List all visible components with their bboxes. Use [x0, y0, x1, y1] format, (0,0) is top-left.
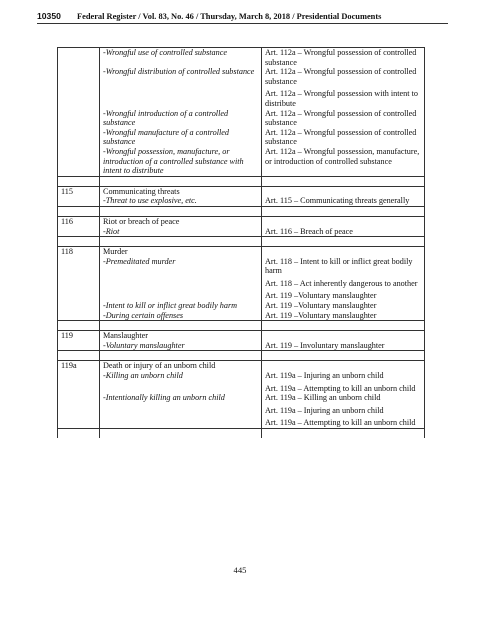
lesser-offense-label: Art. 112a – Wrongful possession, manufacture, or introduction of controlled substance: [265, 146, 420, 166]
table-row: [58, 301, 425, 311]
table-row: [58, 371, 425, 393]
spacer-cell: [58, 321, 100, 331]
lesser-offense-cell: [262, 247, 425, 257]
offense-label: -Voluntary manslaughter: [103, 340, 185, 350]
offense-label: -During certain offenses: [103, 310, 184, 320]
offense-cell: [100, 257, 262, 301]
spacer-cell: [262, 176, 425, 186]
table-row: [58, 331, 425, 341]
header-text: Federal Register / Vol. 83, No. 46 / Thursday, March 8, 2018 / Presidential Documents: [77, 12, 382, 21]
offense-cell: [100, 196, 262, 206]
article-number-cell: [58, 393, 100, 428]
table-row: [58, 393, 425, 428]
lesser-offense-label: Art. 112a – Wrongful possession with intent to distribute: [265, 89, 418, 108]
spacer-cell: [262, 429, 425, 439]
article-number-cell: [58, 48, 100, 68]
table-row: [58, 67, 425, 108]
article-number-cell: 115: [58, 186, 100, 196]
lesser-offense-cell: [262, 227, 425, 237]
article-number-cell: [58, 196, 100, 206]
lesser-offense-cell: [262, 341, 425, 351]
offense-cell: [100, 371, 262, 393]
spacer-cell: [262, 351, 425, 361]
offense-label: -Wrongful use of controlled substance: [103, 48, 228, 57]
lesser-offense-cell: [262, 257, 425, 301]
offense-cell: Death or injury of an unborn child: [100, 361, 262, 371]
offense-label: -Wrongful manufacture of a controlled substance: [103, 127, 229, 147]
offense-label: -Intent to kill or inflict great bodily harm: [103, 301, 238, 311]
lesser-offense-label: Art. 118 – Intent to kill or inflict great bodily harm: [265, 256, 413, 276]
lesser-offense-label: Art. 119 –Voluntary manslaughter: [265, 310, 377, 320]
table-row: [58, 186, 425, 196]
lesser-offense-label: Art. 112a – Wrongful possession of controlled substance: [265, 108, 417, 128]
spacer-cell: [100, 206, 262, 216]
table-row: [58, 247, 425, 257]
page-footer-number: 445: [233, 565, 247, 575]
offenses-table-body: [58, 48, 425, 439]
lesser-offense-cell: [262, 331, 425, 341]
lesser-offense-cell: [262, 361, 425, 371]
lesser-offense-label: Art. 112a – Wrongful possession of controlled substance: [265, 67, 417, 86]
article-number-cell: [58, 227, 100, 237]
lesser-offense-label: Art. 119a – Attempting to kill an unborn child: [265, 418, 416, 428]
article-number-cell: [58, 301, 100, 311]
spacer-cell: [58, 237, 100, 247]
page-header: [37, 9, 448, 24]
lesser-offense-cell: [262, 216, 425, 226]
offense-label: -Killing an unborn child: [103, 371, 183, 381]
lesser-offense-cell: [262, 371, 425, 393]
lesser-offense-cell: [262, 109, 425, 128]
spacer-cell: [100, 321, 262, 331]
lesser-offense-label: Art. 112a – Wrongful possession of controlled substance: [265, 48, 417, 67]
table-spacer-row: [58, 176, 425, 186]
table-row: [58, 48, 425, 68]
lesser-offense-label: Art. 119 –Voluntary manslaughter: [265, 301, 377, 311]
table-spacer-row: [58, 237, 425, 247]
table-row: [58, 196, 425, 206]
article-number-cell: 119: [58, 331, 100, 341]
offense-cell: Murder: [100, 247, 262, 257]
article-number-cell: [58, 67, 100, 108]
lesser-offense-cell: [262, 186, 425, 196]
article-number-cell: [58, 147, 100, 176]
lesser-offense-cell: [262, 393, 425, 428]
table-spacer-row: [58, 321, 425, 331]
article-number-cell: [58, 341, 100, 351]
spacer-cell: [100, 237, 262, 247]
table-row: [58, 128, 425, 147]
offense-label: -Threat to use explosive, etc.: [103, 196, 197, 206]
table-row: [58, 109, 425, 128]
lesser-offense-cell: [262, 147, 425, 176]
lesser-offense-cell: [262, 67, 425, 108]
article-number-cell: [58, 257, 100, 301]
lesser-offense-cell: [262, 128, 425, 147]
lesser-offense-label: Art. 116 – Breach of peace: [265, 226, 353, 236]
lesser-offense-label: Art. 119a – Injuring an unborn child: [265, 371, 384, 381]
offense-cell: [100, 311, 262, 321]
lesser-offense-cell: [262, 301, 425, 311]
offense-cell: [100, 48, 262, 68]
lesser-offense-cell: [262, 196, 425, 206]
offense-cell: Riot or breach of peace: [100, 216, 262, 226]
spacer-cell: [100, 429, 262, 439]
table-row: [58, 147, 425, 176]
offense-cell: [100, 227, 262, 237]
lesser-offense-label: Art. 119a – Killing an unborn child: [265, 393, 381, 403]
offense-cell: Manslaughter: [100, 331, 262, 341]
offense-cell: [100, 341, 262, 351]
lesser-offense-label: Art. 118 – Act inherently dangerous to another: [265, 278, 418, 288]
offense-label: -Premeditated murder: [103, 256, 176, 266]
table-row: [58, 227, 425, 237]
lesser-offense-label: Art. 115 – Communicating threats generally: [265, 196, 410, 206]
offense-cell: [100, 128, 262, 147]
lesser-offense-cell: [262, 48, 425, 68]
spacer-cell: [58, 429, 100, 439]
table-row: [58, 257, 425, 301]
offenses-table: [57, 47, 425, 438]
article-number-cell: [58, 371, 100, 393]
table-row: [58, 311, 425, 321]
lesser-offense-cell: [262, 311, 425, 321]
offense-cell: [100, 393, 262, 428]
offense-label: -Intentionally killing an unborn child: [103, 393, 225, 403]
article-number-cell: [58, 109, 100, 128]
lesser-offense-label: Art. 119a – Attempting to kill an unborn child: [265, 383, 416, 393]
article-number-cell: 116: [58, 216, 100, 226]
offense-cell: [100, 67, 262, 108]
spacer-cell: [100, 176, 262, 186]
offense-cell: [100, 147, 262, 176]
article-number-cell: 119a: [58, 361, 100, 371]
spacer-cell: [100, 351, 262, 361]
offense-label: -Wrongful possession, manufacture, or introduction of a controlled substance with intent to distribute: [103, 146, 244, 176]
table-spacer-row: [58, 351, 425, 361]
page-number: 10350: [37, 11, 61, 21]
spacer-cell: [262, 206, 425, 216]
offense-cell: [100, 301, 262, 311]
table-spacer-row: [58, 206, 425, 216]
article-number-cell: [58, 128, 100, 147]
offense-label: -Wrongful introduction of a controlled substance: [103, 108, 229, 128]
offense-label: -Wrongful distribution of controlled substance: [103, 67, 255, 77]
lesser-offense-label: Art. 119a – Injuring an unborn child: [265, 405, 384, 415]
spacer-cell: [262, 237, 425, 247]
lesser-offense-label: Art. 119 –Voluntary manslaughter: [265, 291, 377, 301]
article-number-cell: [58, 311, 100, 321]
lesser-offense-label: Art. 112a – Wrongful possession of controlled substance: [265, 127, 417, 147]
spacer-cell: [58, 351, 100, 361]
table-spacer-row: [58, 429, 425, 439]
spacer-cell: [58, 206, 100, 216]
lesser-offense-label: Art. 119 – Involuntary manslaughter: [265, 340, 385, 350]
offense-cell: [100, 109, 262, 128]
article-number-cell: 118: [58, 247, 100, 257]
offense-cell: Communicating threats: [100, 186, 262, 196]
offense-label: -Riot: [103, 226, 120, 236]
table-row: [58, 216, 425, 226]
spacer-cell: [58, 176, 100, 186]
spacer-cell: [262, 321, 425, 331]
table-row: [58, 341, 425, 351]
table-row: [58, 361, 425, 371]
